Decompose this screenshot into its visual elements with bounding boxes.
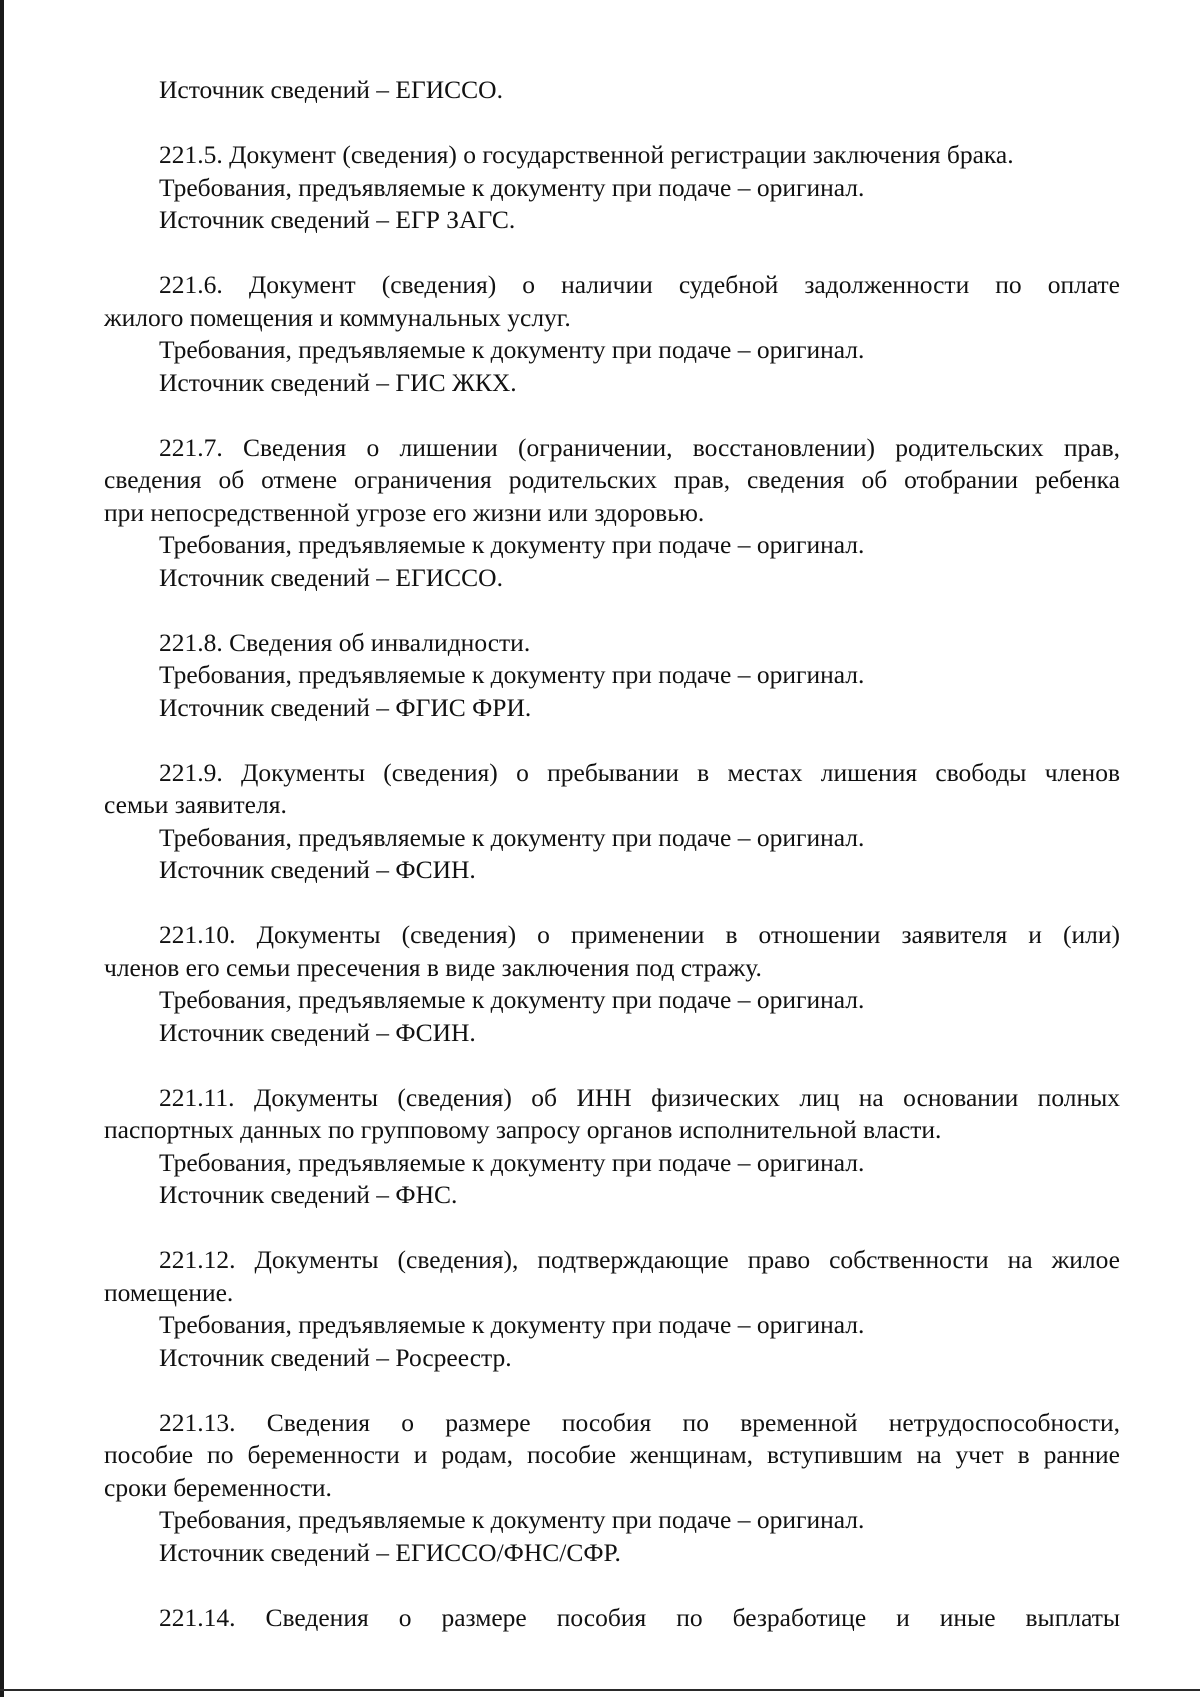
source-line: Источник сведений – ЕГИССО.	[159, 562, 503, 592]
paragraph-title-continued: сведения об отмене ограничения родительских прав, сведения об отобрании ребенка	[104, 465, 1120, 494]
source-line: Источник сведений – ЕГИССО.	[159, 75, 503, 104]
paragraph-title: 221.8. Сведения об инвалидности.	[159, 627, 531, 657]
scan-edge-left	[0, 0, 4, 1697]
paragraph-title-continued: сроки беременности.	[104, 1472, 332, 1502]
paragraph-title-continued: при непосредственной угрозе его жизни или здоровью.	[104, 497, 705, 527]
requirements-line: Требования, предъявляемые к документу при подаче – оригинал.	[159, 822, 865, 852]
paragraph-title-continued: пособие по беременности и родам, пособие женщинам, вступившим на учет в ранние	[104, 1440, 1120, 1469]
paragraph-title-continued: паспортных данных по групповому запросу органов исполнительной власти.	[104, 1115, 942, 1144]
paragraph-title-continued: семьи заявителя.	[104, 790, 287, 819]
requirements-line: Требования, предъявляемые к документу при подаче – оригинал.	[159, 172, 865, 202]
paragraph-title-continued: членов его семьи пресечения в виде заключения под стражу.	[104, 952, 762, 982]
paragraph-title-continued: жилого помещения и коммунальных услуг.	[104, 302, 571, 332]
paragraph-221-8	[104, 627, 1120, 725]
paragraph-221-14	[104, 1602, 1120, 1635]
paragraph-title: 221.13. Сведения о размере пособия по временной нетрудоспособности,	[159, 1407, 1120, 1437]
paragraph-title: 221.12. Документы (сведения), подтверждающие право собственности на жилое	[159, 1245, 1120, 1274]
requirements-line: Требования, предъявляемые к документу при подаче – оригинал.	[159, 530, 865, 559]
requirements-line: Требования, предъявляемые к документу при подаче – оригинал.	[159, 335, 865, 364]
paragraph-title-continued: помещение.	[104, 1277, 234, 1307]
paragraph-title: 221.11. Документы (сведения) об ИНН физических лиц на основании полных	[159, 1082, 1120, 1112]
scan-edge-bottom	[0, 1689, 1200, 1691]
paragraph-title: 221.5. Документ (сведения) о государственной регистрации заключения брака.	[159, 140, 1014, 169]
source-line: Источник сведений – ФСИН.	[159, 855, 476, 884]
paragraph-221-10	[104, 919, 1120, 1049]
requirements-line: Требования, предъявляемые к документу при подаче – оригинал.	[159, 1147, 865, 1177]
paragraph-title: 221.14. Сведения о размере пособия по безработице и иные выплаты	[159, 1602, 1120, 1632]
paragraph-title: 221.9. Документы (сведения) о пребывании в местах лишения свободы членов	[159, 757, 1120, 787]
paragraph-221-12	[104, 1244, 1120, 1374]
requirements-line: Требования, предъявляемые к документу при подаче – оригинал.	[159, 660, 865, 689]
source-line: Источник сведений – ЕГР ЗАГС.	[159, 205, 516, 234]
requirements-line: Требования, предъявляемые к документу при подаче – оригинал.	[159, 985, 865, 1014]
source-line: Источник сведений – ФГИС ФРИ.	[159, 692, 532, 722]
source-line: Источник сведений – Росреестр.	[159, 1342, 512, 1372]
paragraph-221-13	[104, 1407, 1120, 1570]
source-line: Источник сведений – ЕГИССО/ФНС/СФР.	[159, 1537, 621, 1567]
source-line: Источник сведений – ФНС.	[159, 1180, 458, 1209]
requirements-line: Требования, предъявляемые к документу при подаче – оригинал.	[159, 1310, 865, 1339]
paragraph-title: 221.10. Документы (сведения) о применении в отношении заявителя и (или)	[159, 920, 1120, 949]
paragraph-221-5	[104, 139, 1120, 237]
paragraph-221-4-tail	[104, 74, 1120, 107]
paragraph-221-7	[104, 432, 1120, 595]
paragraph-title: 221.7. Сведения о лишении (ограничении, восстановлении) родительских прав,	[159, 432, 1120, 462]
source-line: Источник сведений – ГИС ЖКХ.	[159, 367, 517, 397]
source-line: Источник сведений – ФСИН.	[159, 1017, 476, 1047]
paragraph-221-9	[104, 757, 1120, 887]
document-body	[104, 74, 1120, 1634]
paragraph-221-6	[104, 269, 1120, 399]
requirements-line: Требования, предъявляемые к документу при подаче – оригинал.	[159, 1505, 865, 1534]
paragraph-title: 221.6. Документ (сведения) о наличии судебной задолженности по оплате	[159, 270, 1120, 299]
paragraph-221-11	[104, 1082, 1120, 1212]
